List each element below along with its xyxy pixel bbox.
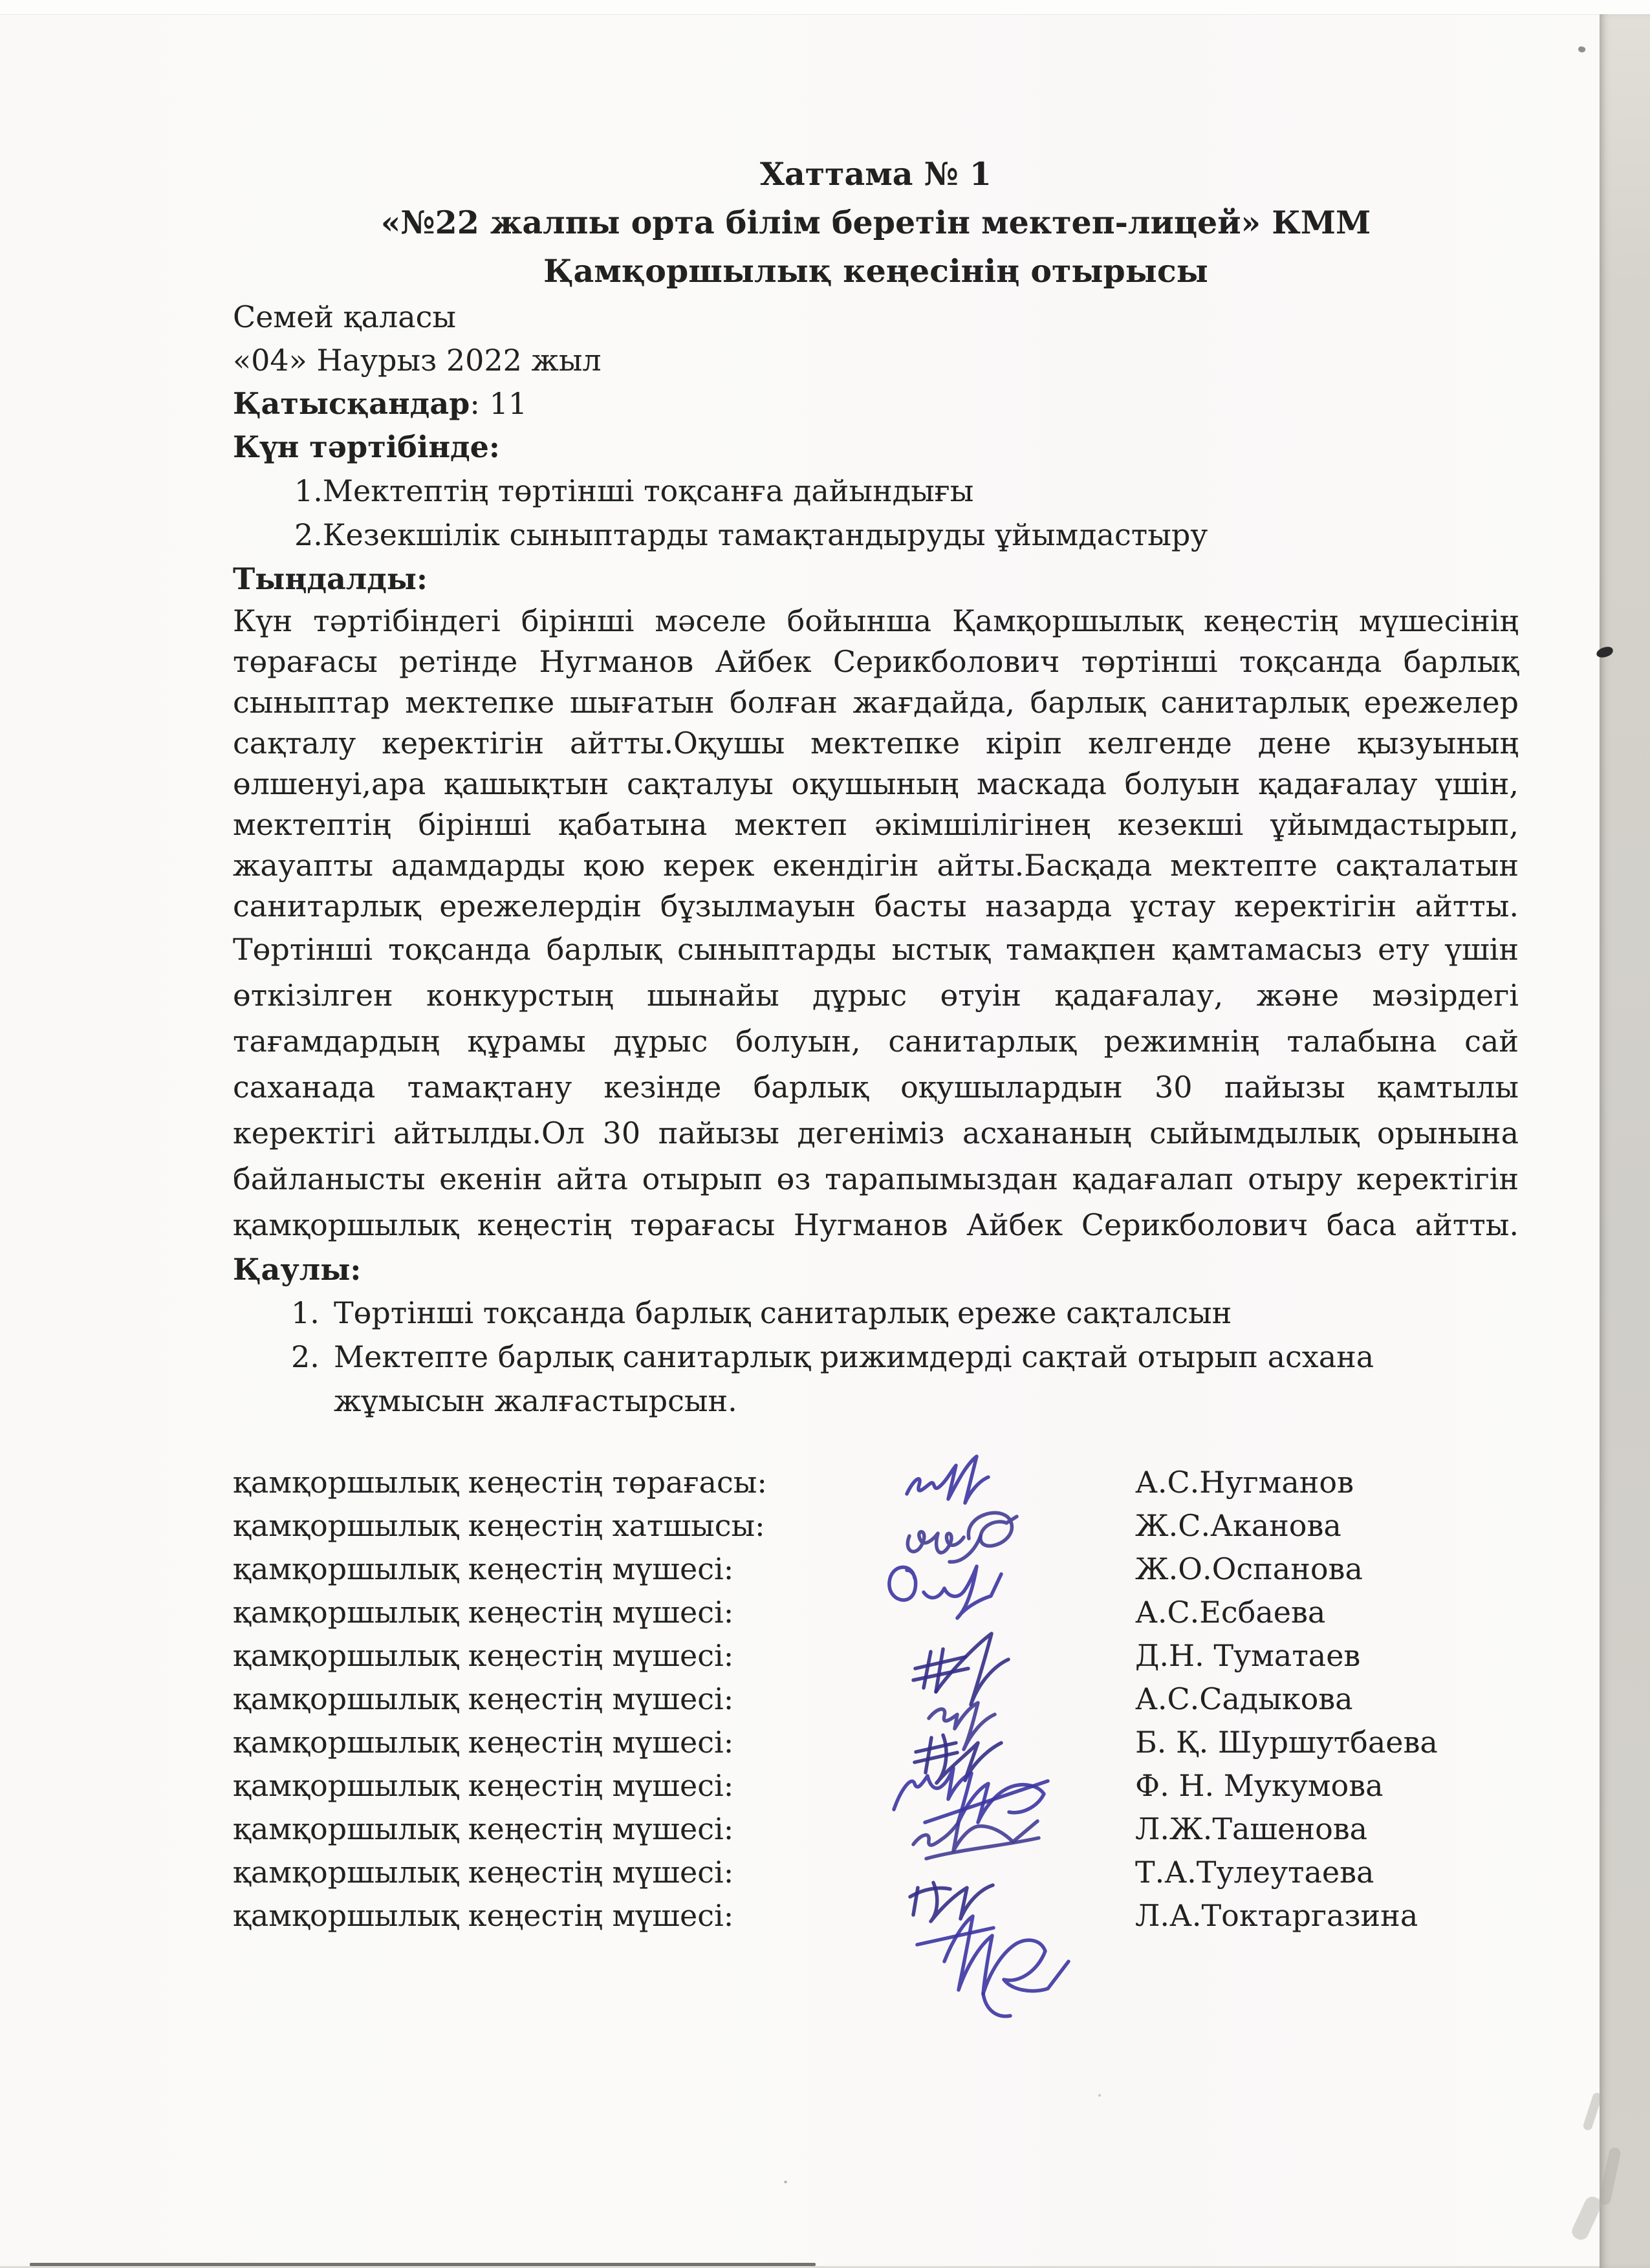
signatory-role: қамқоршылық кеңестің мүшесі: xyxy=(233,1638,734,1673)
signatory-role: қамқоршылық кеңестің төрағасы: xyxy=(233,1465,767,1500)
scanner-top-edge xyxy=(0,0,1650,15)
speck-artifact xyxy=(1578,45,1586,53)
paragraph-line: сыныптар мектепке шығатын болған жағдайда, барлық санитарлық ережелер xyxy=(233,685,1519,720)
paragraph-line: мектептің бірінші қабатына мектеп әкімшілігінең кезекші ұйымдастырып, xyxy=(233,807,1519,842)
signatory-name: А.С.Садыкова xyxy=(1135,1681,1353,1716)
resolution-heading: Қаулы: xyxy=(233,1252,362,1287)
signatory-role: қамқоршылық кеңестің мүшесі: xyxy=(233,1898,734,1933)
agenda-item-1: 1.Мектептің төртінші тоқсанға дайындығы xyxy=(294,473,974,508)
discussion-paragraph-1 xyxy=(233,601,1519,927)
signatory-role: қамқоршылық кеңестің мүшесі: xyxy=(233,1811,734,1846)
signatory-row xyxy=(233,1808,1519,1851)
resolution-text xyxy=(334,1335,1519,1423)
heard-heading: Тыңдалды: xyxy=(233,561,428,596)
participants-count: : 11 xyxy=(470,386,527,421)
signatory-row xyxy=(233,1461,1519,1504)
agenda-heading: Күн тәртібінде: xyxy=(233,429,500,464)
signatory-name: Д.Н. Туматаев xyxy=(1135,1638,1361,1673)
paragraph-line: саханада тамақтану кезінде барлық оқушылардын 30 пайызы қамтылы xyxy=(233,1070,1519,1105)
paragraph-line: Төртінші тоқсанда барлық сыныптарды ыстық тамақпен қамтамасыз ету үшін xyxy=(233,932,1519,967)
paragraph-line: тағамдардың құрамы дұрыс болуын, санитарлық режимнің талабына сай xyxy=(233,1024,1519,1059)
signatory-name: Ж.О.Оспанова xyxy=(1135,1551,1363,1586)
scan-bottom-line-artifact xyxy=(30,2263,816,2266)
resolution-text: Төртінші тоқсанда барлық санитарлық ереже сақталсын xyxy=(334,1295,1232,1330)
agenda-item-2: 2.Кезекшілік сыныптарды тамақтандыруды ұйымдастыру xyxy=(294,517,1208,552)
signatory-name: А.С.Нугманов xyxy=(1135,1465,1354,1500)
resolution-item-1 xyxy=(233,1291,1519,1335)
resolution-number: 1. xyxy=(291,1295,320,1330)
protocol-document xyxy=(233,150,1519,1938)
signatory-row xyxy=(233,1634,1519,1678)
paragraph-line: өлшенуі,ара қашықтын сақталуы оқушының маскада болуын қадағалау үшін, xyxy=(233,766,1519,801)
speck-artifact xyxy=(1098,2094,1101,2097)
scanner-edge-band xyxy=(1600,14,1650,2268)
pencil-smudge-artifact xyxy=(1569,2194,1603,2242)
discussion-paragraph-2 xyxy=(233,927,1519,1248)
signatory-role: қамқоршылық кеңестің мүшесі: xyxy=(233,1681,734,1716)
signatory-row xyxy=(233,1764,1519,1808)
signatory-role: қамқоршылық кеңестің мүшесі: xyxy=(233,1855,734,1890)
signatory-name: Б. Қ. Шуршутбаева xyxy=(1135,1725,1438,1760)
signatory-row xyxy=(233,1504,1519,1548)
date-line: «04» Наурыз 2022 жыл xyxy=(233,343,602,378)
signatory-name: Л.Ж.Ташенова xyxy=(1135,1811,1368,1846)
paragraph-line: санитарлық ережелердін бұзылмауын басты назарда ұстау керектігін айтты. xyxy=(233,889,1519,923)
paragraph-line: төрағасы ретінде Нугманов Айбек Серикболович төртінші тоқсанда барлық xyxy=(233,644,1519,679)
paragraph-line: өткізілген конкурстың шынайы дұрыс өтуін қадағалау, және мәзірдегі xyxy=(233,978,1519,1013)
signatory-name: Ф. Н. Мукумова xyxy=(1135,1768,1384,1803)
signatory-row xyxy=(233,1894,1519,1938)
signatory-row xyxy=(233,1678,1519,1721)
school-name-title: «№22 жалпы орта білім беретін мектеп-лицей» КММ xyxy=(380,204,1371,241)
document-title-block xyxy=(233,150,1519,296)
resolution-number: 2. xyxy=(291,1339,320,1374)
signatory-name: Т.А.Тулеутаева xyxy=(1135,1855,1374,1890)
signatory-row xyxy=(233,1591,1519,1634)
signatory-row xyxy=(233,1548,1519,1591)
signature-block xyxy=(233,1461,1519,1938)
signatory-name: А.С.Есбаева xyxy=(1135,1595,1326,1630)
paragraph-line: байланысты екенін айта отырып өз тарапымыздан қадағалап отыру керектігін xyxy=(233,1161,1519,1196)
paragraph-line: қамқоршылық кеңестің төрағасы Нугманов Айбек Серикболович баса айтты. xyxy=(233,1207,1519,1242)
paragraph-line: жауапты адамдарды қою керек екендігін айты.Басқада мектепте сақталатын xyxy=(233,848,1519,883)
council-meeting-title: Қамқоршылық кеңесінің отырысы xyxy=(543,252,1208,290)
speck-artifact xyxy=(784,2181,787,2183)
signatory-role: қамқоршылық кеңестің мүшесі: xyxy=(233,1768,734,1803)
paragraph-line: Күн тәртібіндегі бірінші мәселе бойынша Қамқоршылық кеңестің мүшесінің xyxy=(233,603,1519,638)
resolution-text-line: Мектепте барлық санитарлық рижимдерді сақтай отырып асхана xyxy=(334,1339,1374,1374)
signatory-row xyxy=(233,1851,1519,1894)
participants-line xyxy=(233,382,1519,426)
paragraph-line: керектігі айтылды.Ол 30 пайызы дегеніміз асхананың сыйымдылық орынына xyxy=(233,1116,1519,1150)
resolution-item-2 xyxy=(233,1335,1519,1423)
paragraph-line: сақталу керектігін айтты.Оқушы мектепке кіріп келгенде дене қызуының xyxy=(233,726,1519,761)
signatory-role: қамқоршылық кеңестің мүшесі: xyxy=(233,1551,734,1586)
signatory-role: қамқоршылық кеңестің хатшысы: xyxy=(233,1508,765,1543)
signatory-name: Ж.С.Аканова xyxy=(1135,1508,1341,1543)
signatory-role: қамқоршылық кеңестің мүшесі: xyxy=(233,1725,734,1760)
city-line: Семей қаласы xyxy=(233,299,457,334)
signatory-role: қамқоршылық кеңестің мүшесі: xyxy=(233,1595,734,1630)
signatory-row xyxy=(233,1721,1519,1764)
protocol-number-title: Хаттама № 1 xyxy=(759,155,992,193)
resolution-text-line: жұмысын жалғастырсын. xyxy=(334,1383,737,1418)
signatory-name: Л.А.Токтаргазина xyxy=(1135,1898,1418,1933)
participants-label: Қатысқандар xyxy=(233,386,470,421)
